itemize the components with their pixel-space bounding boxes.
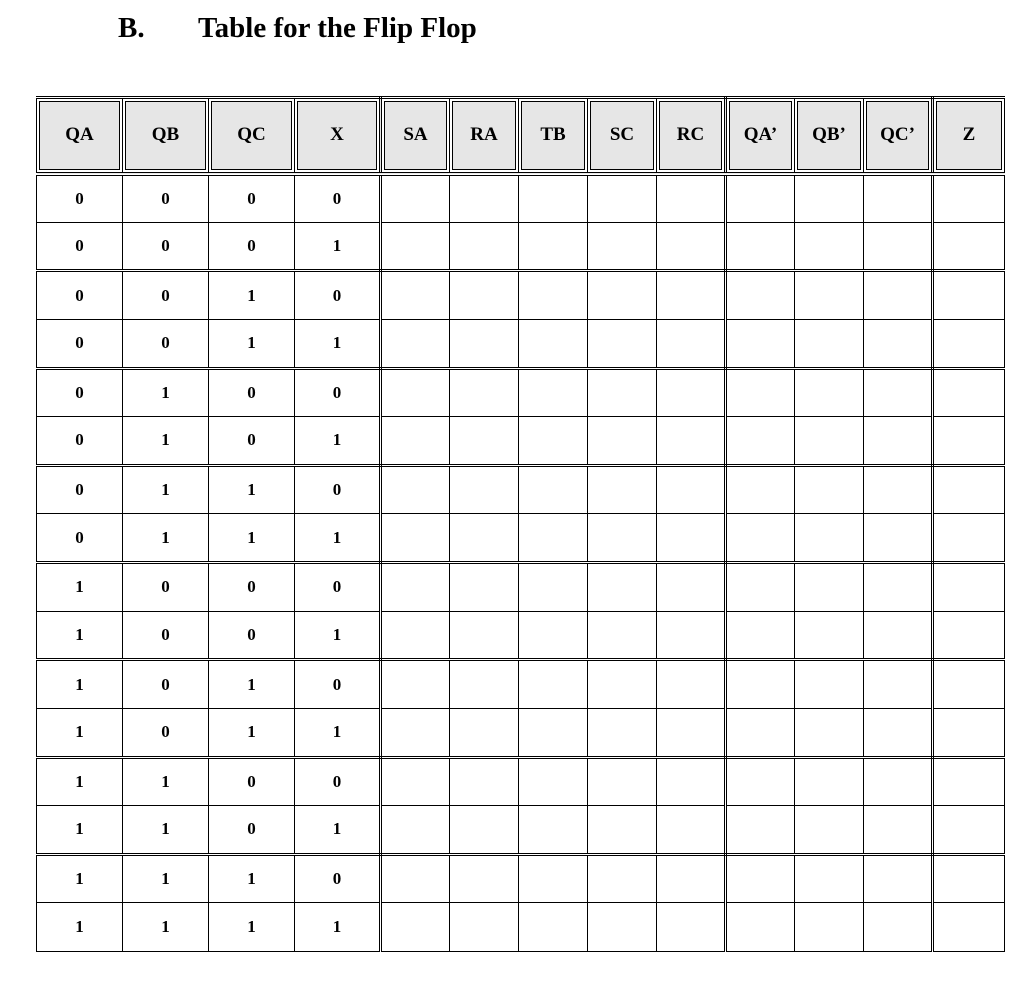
truth-table [36,96,1005,952]
empty-cell [726,611,795,660]
empty-cell [588,806,657,855]
input-cell: 1 [295,806,381,855]
empty-cell [519,174,588,223]
empty-cell [864,660,933,709]
input-cell: 1 [295,514,381,563]
empty-cell [450,222,519,271]
input-cell: 0 [123,611,209,660]
empty-cell [933,514,1005,563]
flip-flop-table [36,96,1004,952]
empty-cell [657,368,726,417]
empty-cell [657,757,726,806]
empty-cell [864,757,933,806]
column-header: SA [381,98,450,174]
table-row [37,903,1005,952]
empty-cell [726,174,795,223]
input-cell: 0 [295,465,381,514]
empty-cell [657,271,726,320]
empty-cell [726,563,795,612]
empty-cell [381,465,450,514]
input-cell: 1 [295,222,381,271]
empty-cell [864,806,933,855]
empty-cell [864,465,933,514]
input-cell: 1 [123,757,209,806]
empty-cell [519,222,588,271]
empty-cell [588,903,657,952]
empty-cell [588,757,657,806]
input-cell: 1 [295,903,381,952]
input-cell: 0 [209,611,295,660]
input-cell: 0 [37,271,123,320]
empty-cell [864,417,933,466]
input-cell: 1 [37,757,123,806]
empty-cell [795,708,864,757]
empty-cell [450,465,519,514]
input-cell: 0 [295,660,381,709]
input-cell: 1 [123,806,209,855]
empty-cell [864,854,933,903]
input-cell: 0 [295,271,381,320]
empty-cell [864,903,933,952]
empty-cell [795,903,864,952]
empty-cell [726,854,795,903]
empty-cell [933,708,1005,757]
input-cell: 1 [37,611,123,660]
empty-cell [588,417,657,466]
input-cell: 1 [209,660,295,709]
empty-cell [933,417,1005,466]
empty-cell [381,417,450,466]
empty-cell [450,319,519,368]
empty-cell [864,222,933,271]
empty-cell [519,465,588,514]
empty-cell [381,514,450,563]
empty-cell [381,222,450,271]
input-cell: 0 [123,271,209,320]
input-cell: 1 [37,708,123,757]
empty-cell [519,854,588,903]
empty-cell [933,757,1005,806]
empty-cell [588,465,657,514]
input-cell: 1 [123,903,209,952]
empty-cell [381,757,450,806]
empty-cell [519,708,588,757]
section-number: B. [118,12,145,44]
table-row [37,611,1005,660]
empty-cell [381,368,450,417]
empty-cell [519,417,588,466]
input-cell: 1 [209,319,295,368]
empty-cell [519,368,588,417]
empty-cell [864,708,933,757]
empty-cell [726,660,795,709]
empty-cell [588,174,657,223]
empty-cell [795,271,864,320]
empty-cell [657,660,726,709]
input-cell: 0 [123,319,209,368]
empty-cell [450,903,519,952]
empty-cell [933,660,1005,709]
empty-cell [726,368,795,417]
empty-cell [726,319,795,368]
empty-cell [588,319,657,368]
input-cell: 1 [209,708,295,757]
empty-cell [450,708,519,757]
column-header: QC’ [864,98,933,174]
input-cell: 0 [295,854,381,903]
column-header: RA [450,98,519,174]
empty-cell [726,222,795,271]
empty-cell [795,465,864,514]
empty-cell [795,368,864,417]
empty-cell [450,417,519,466]
empty-cell [795,174,864,223]
table-row [37,563,1005,612]
empty-cell [381,563,450,612]
empty-cell [450,563,519,612]
empty-cell [933,271,1005,320]
empty-cell [726,806,795,855]
input-cell: 0 [209,757,295,806]
input-cell: 1 [295,319,381,368]
empty-cell [795,514,864,563]
empty-cell [450,271,519,320]
empty-cell [450,368,519,417]
input-cell: 0 [37,465,123,514]
empty-cell [450,660,519,709]
input-cell: 1 [123,514,209,563]
input-cell: 1 [37,903,123,952]
table-row [37,660,1005,709]
empty-cell [588,514,657,563]
empty-cell [519,806,588,855]
input-cell: 0 [209,368,295,417]
empty-cell [864,514,933,563]
empty-cell [795,222,864,271]
input-cell: 0 [37,514,123,563]
empty-cell [933,174,1005,223]
input-cell: 0 [37,417,123,466]
input-cell: 1 [209,903,295,952]
table-row [37,368,1005,417]
input-cell: 0 [123,660,209,709]
column-header: SC [588,98,657,174]
empty-cell [657,806,726,855]
input-cell: 1 [123,368,209,417]
input-cell: 0 [37,319,123,368]
input-cell: 0 [209,417,295,466]
empty-cell [381,854,450,903]
empty-cell [381,611,450,660]
empty-cell [588,611,657,660]
empty-cell [657,465,726,514]
empty-cell [519,660,588,709]
empty-cell [864,271,933,320]
table-body [37,174,1005,952]
empty-cell [795,563,864,612]
empty-cell [726,514,795,563]
table-row [37,465,1005,514]
table-row [37,854,1005,903]
column-header: RC [657,98,726,174]
input-cell: 0 [37,222,123,271]
input-cell: 0 [295,174,381,223]
empty-cell [588,854,657,903]
empty-cell [795,611,864,660]
input-cell: 1 [295,417,381,466]
empty-cell [657,174,726,223]
input-cell: 0 [209,222,295,271]
empty-cell [450,806,519,855]
empty-cell [933,854,1005,903]
column-header: QA [37,98,123,174]
input-cell: 1 [209,271,295,320]
empty-cell [519,903,588,952]
empty-cell [519,514,588,563]
empty-cell [864,368,933,417]
empty-cell [726,417,795,466]
table-row [37,222,1005,271]
empty-cell [795,417,864,466]
empty-cell [864,319,933,368]
empty-cell [519,611,588,660]
empty-cell [657,514,726,563]
empty-cell [933,319,1005,368]
empty-cell [933,903,1005,952]
empty-cell [381,660,450,709]
column-header: TB [519,98,588,174]
input-cell: 0 [123,563,209,612]
empty-cell [933,222,1005,271]
empty-cell [864,611,933,660]
column-header: QB [123,98,209,174]
empty-cell [726,708,795,757]
empty-cell [588,271,657,320]
empty-cell [726,271,795,320]
empty-cell [381,319,450,368]
input-cell: 0 [123,708,209,757]
column-header: X [295,98,381,174]
empty-cell [381,903,450,952]
empty-cell [381,271,450,320]
empty-cell [864,174,933,223]
table-row [37,174,1005,223]
empty-cell [450,611,519,660]
input-cell: 1 [123,465,209,514]
empty-cell [795,806,864,855]
input-cell: 0 [37,174,123,223]
empty-cell [450,854,519,903]
empty-cell [519,271,588,320]
table-row [37,271,1005,320]
empty-cell [588,708,657,757]
empty-cell [450,174,519,223]
column-header: QA’ [726,98,795,174]
input-cell: 1 [123,854,209,903]
empty-cell [795,660,864,709]
empty-cell [726,757,795,806]
input-cell: 0 [123,174,209,223]
input-cell: 1 [37,806,123,855]
input-cell: 1 [209,854,295,903]
empty-cell [657,854,726,903]
empty-cell [795,757,864,806]
header-row [37,98,1005,174]
input-cell: 0 [37,368,123,417]
empty-cell [450,514,519,563]
empty-cell [726,465,795,514]
column-header: QC [209,98,295,174]
empty-cell [657,222,726,271]
input-cell: 0 [209,806,295,855]
input-cell: 1 [37,563,123,612]
section-heading [118,8,477,48]
table-row [37,319,1005,368]
empty-cell [519,319,588,368]
empty-cell [381,806,450,855]
empty-cell [933,806,1005,855]
empty-cell [657,563,726,612]
empty-cell [657,319,726,368]
input-cell: 1 [209,465,295,514]
empty-cell [726,903,795,952]
empty-cell [450,757,519,806]
input-cell: 0 [123,222,209,271]
empty-cell [795,319,864,368]
empty-cell [519,757,588,806]
input-cell: 0 [295,563,381,612]
input-cell: 0 [209,174,295,223]
empty-cell [933,611,1005,660]
empty-cell [588,368,657,417]
empty-cell [933,368,1005,417]
empty-cell [381,708,450,757]
input-cell: 1 [295,611,381,660]
table-row [37,806,1005,855]
column-header: QB’ [795,98,864,174]
column-header: Z [933,98,1005,174]
empty-cell [381,174,450,223]
input-cell: 0 [295,368,381,417]
table-row [37,757,1005,806]
input-cell: 1 [37,660,123,709]
empty-cell [588,222,657,271]
table-row [37,708,1005,757]
empty-cell [657,611,726,660]
empty-cell [657,417,726,466]
input-cell: 1 [37,854,123,903]
table-row [37,417,1005,466]
empty-cell [933,563,1005,612]
input-cell: 0 [209,563,295,612]
input-cell: 1 [123,417,209,466]
table-row [37,514,1005,563]
section-title: Table for the Flip Flop [198,12,477,44]
empty-cell [657,903,726,952]
input-cell: 0 [295,757,381,806]
empty-cell [519,563,588,612]
empty-cell [657,708,726,757]
empty-cell [933,465,1005,514]
input-cell: 1 [209,514,295,563]
empty-cell [588,563,657,612]
empty-cell [588,660,657,709]
empty-cell [864,563,933,612]
input-cell: 1 [295,708,381,757]
empty-cell [795,854,864,903]
